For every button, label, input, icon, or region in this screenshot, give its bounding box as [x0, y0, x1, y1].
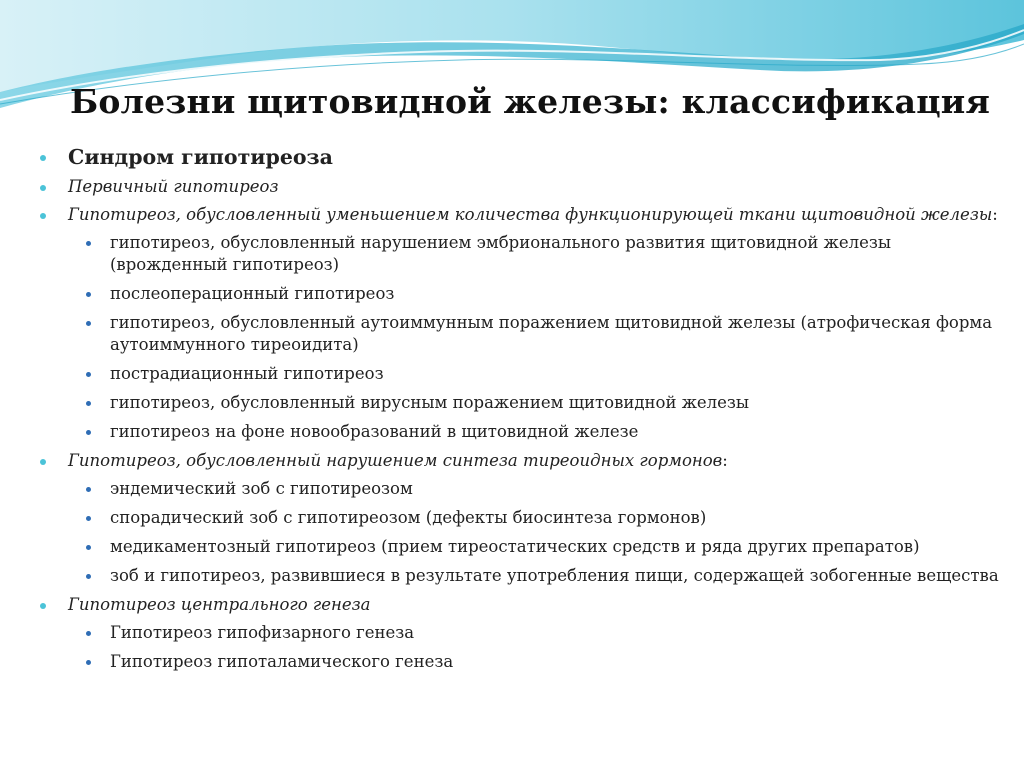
bullet-icon [86, 545, 91, 550]
page-title: Болезни щитовидной железы: классификация [70, 82, 991, 121]
list-item [38, 651, 1008, 673]
list-item-primary [38, 176, 1008, 198]
item-text: гипотиреоз, обусловленный вирусным поражением щитовидной железы [110, 393, 750, 412]
list-item-group1 [38, 204, 1008, 226]
list-item-group3 [38, 594, 1008, 616]
item-text: эндемический зоб с гипотиреозом [110, 479, 413, 498]
item-text: послеоперационный гипотиреоз [110, 284, 395, 303]
bullet-icon [86, 241, 91, 246]
list-item [38, 363, 1008, 385]
bullet-icon [40, 459, 46, 465]
bullet-icon [86, 631, 91, 636]
bullet-icon [40, 185, 46, 191]
item-text: спорадический зоб с гипотиреозом (дефекты биосинтеза гормонов) [110, 508, 707, 527]
bullet-icon [86, 292, 91, 297]
item-text: Гипотиреоз гипофизарного генеза [110, 623, 415, 642]
list-item [38, 283, 1008, 305]
group2-label: Гипотиреоз, обусловленный нарушением синтеза тиреоидных гормонов [68, 451, 723, 470]
bullet-icon [40, 213, 46, 219]
item-text: гипотиреоз на фоне новообразований в щитовидной железе [110, 422, 639, 441]
content-list [38, 144, 1008, 680]
list-item [38, 392, 1008, 414]
group1-label: Гипотиреоз, обусловленный уменьшением количества функционирующей ткани щитовидной железы [68, 205, 993, 224]
primary-text: Первичный гипотиреоз [68, 177, 279, 196]
list-item [38, 565, 1008, 587]
bullet-icon [86, 430, 91, 435]
group1-colon: : [992, 205, 998, 224]
bullet-icon [40, 603, 46, 609]
item-text: гипотиреоз, обусловленный аутоиммунным поражением щитовидной железы (атрофическая форма аутоиммунного тиреоидита) [110, 313, 993, 354]
item-text: пострадиационный гипотиреоз [110, 364, 384, 383]
list-item [38, 421, 1008, 443]
bullet-icon [86, 321, 91, 326]
bullet-icon [86, 372, 91, 377]
list-item [38, 312, 1008, 356]
list-item [38, 232, 1008, 276]
bullet-icon [40, 155, 46, 161]
bullet-icon [86, 516, 91, 521]
item-text: медикаментозный гипотиреоз (прием тиреостатических средств и ряда других препаратов) [110, 537, 920, 556]
group3-label: Гипотиреоз центрального генеза [68, 595, 371, 614]
list-item [38, 622, 1008, 644]
item-text: гипотиреоз, обусловленный нарушением эмбрионального развития щитовидной железы (врожденный гипотиреоз) [110, 233, 891, 274]
list-item [38, 507, 1008, 529]
list-item [38, 536, 1008, 558]
bullet-icon [86, 660, 91, 665]
list-item-heading [38, 144, 1008, 170]
list-item-group2 [38, 450, 1008, 472]
bullet-icon [86, 401, 91, 406]
item-text: зоб и гипотиреоз, развившиеся в результате употребления пищи, содержащей зобогенные вещества [110, 566, 999, 585]
item-text: Гипотиреоз гипоталамического генеза [110, 652, 454, 671]
bullet-icon [86, 487, 91, 492]
heading-text: Синдром гипотиреоза [68, 145, 333, 169]
list-item [38, 478, 1008, 500]
bullet-icon [86, 574, 91, 579]
group2-colon: : [722, 451, 728, 470]
